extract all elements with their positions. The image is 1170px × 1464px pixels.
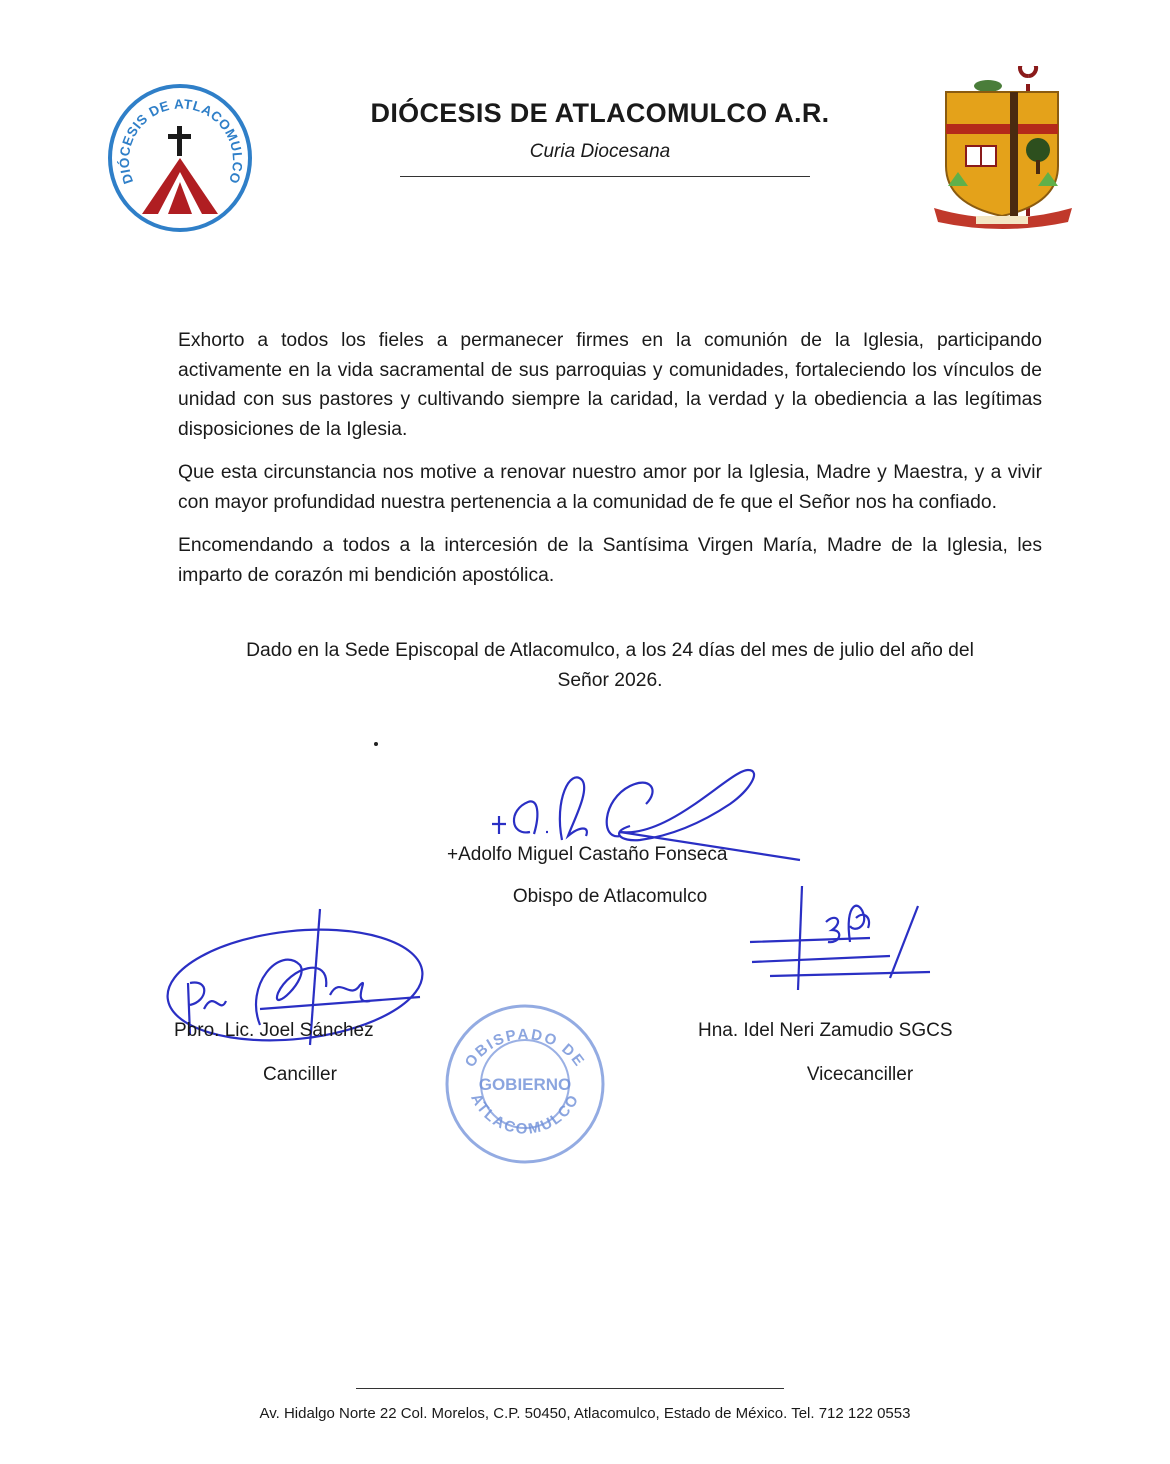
ink-dot [374,742,378,746]
bishop-role: Obispo de Atlacomulco [512,886,708,907]
header-divider [400,176,810,177]
vicecanciller-role: Vicecanciller [806,1064,914,1085]
paragraph: Encomendando a todos a la intercesión de la Santísima Virgen María, Madre de la Iglesia, les imparto de corazón mi bendición apostólica. [178,535,1042,586]
svg-text:OBISPADO DE: OBISPADO DE [461,1026,589,1071]
document-title: DIÓCESIS DE ATLACOMULCO A.R. [370,98,830,128]
svg-text:ATLACOMULCO: ATLACOMULCO [467,1090,583,1138]
vicecanciller-signature-icon [740,882,940,992]
footer-address: Av. Hidalgo Norte 22 Col. Morelos, C.P. 50450, Atlacomulco, Estado de México. Tel. 712 122 0553 [259,1405,911,1422]
date-line-2: Señor 2026. [557,669,663,691]
date-line-1: Dado en la Sede Episcopal de Atlacomulco, a los 24 días del mes de julio del año del [246,640,974,661]
official-seal [440,998,610,1168]
letter-body [178,326,1042,604]
canciller-role: Canciller [263,1064,337,1085]
vicecanciller-name: Hna. Idel Neri Zamudio SGCS [698,1020,953,1041]
canciller-name: Pbro. Lic. Joel Sánchez [174,1020,374,1041]
bishop-name: +Adolfo Miguel Castaño Fonseca [447,844,728,865]
paragraph: Exhorto a todos los fieles a permanecer firmes en la comunión de la Iglesia, participando activamente en la vida sacramental de sus parroquias y comunidades, fortaleciendo los vínculos de unidad con sus pastores y cultivando siempre la caridad, la verdad y la obediencia a las legítimas disposiciones de la Iglesia. [178,330,1042,440]
document-subtitle: Curia Diocesana [529,141,671,162]
svg-text:GOBIERNO: GOBIERNO [478,1075,572,1094]
footer-divider [356,1388,784,1389]
diocese-logo [106,82,254,234]
date-line [178,636,1042,695]
svg-text:DIÓCESIS DE ATLACOMULCO: DIÓCESIS DE ATLACOMULCO [116,96,246,186]
paragraph: Que esta circunstancia nos motive a renovar nuestro amor por la Iglesia, Madre y Maestra, y a vivir con mayor profundidad nuestra pertenencia a la comunidad de fe que el Señor nos ha confiado. [178,462,1042,513]
diocesan-coat-of-arms-icon [928,66,1078,232]
